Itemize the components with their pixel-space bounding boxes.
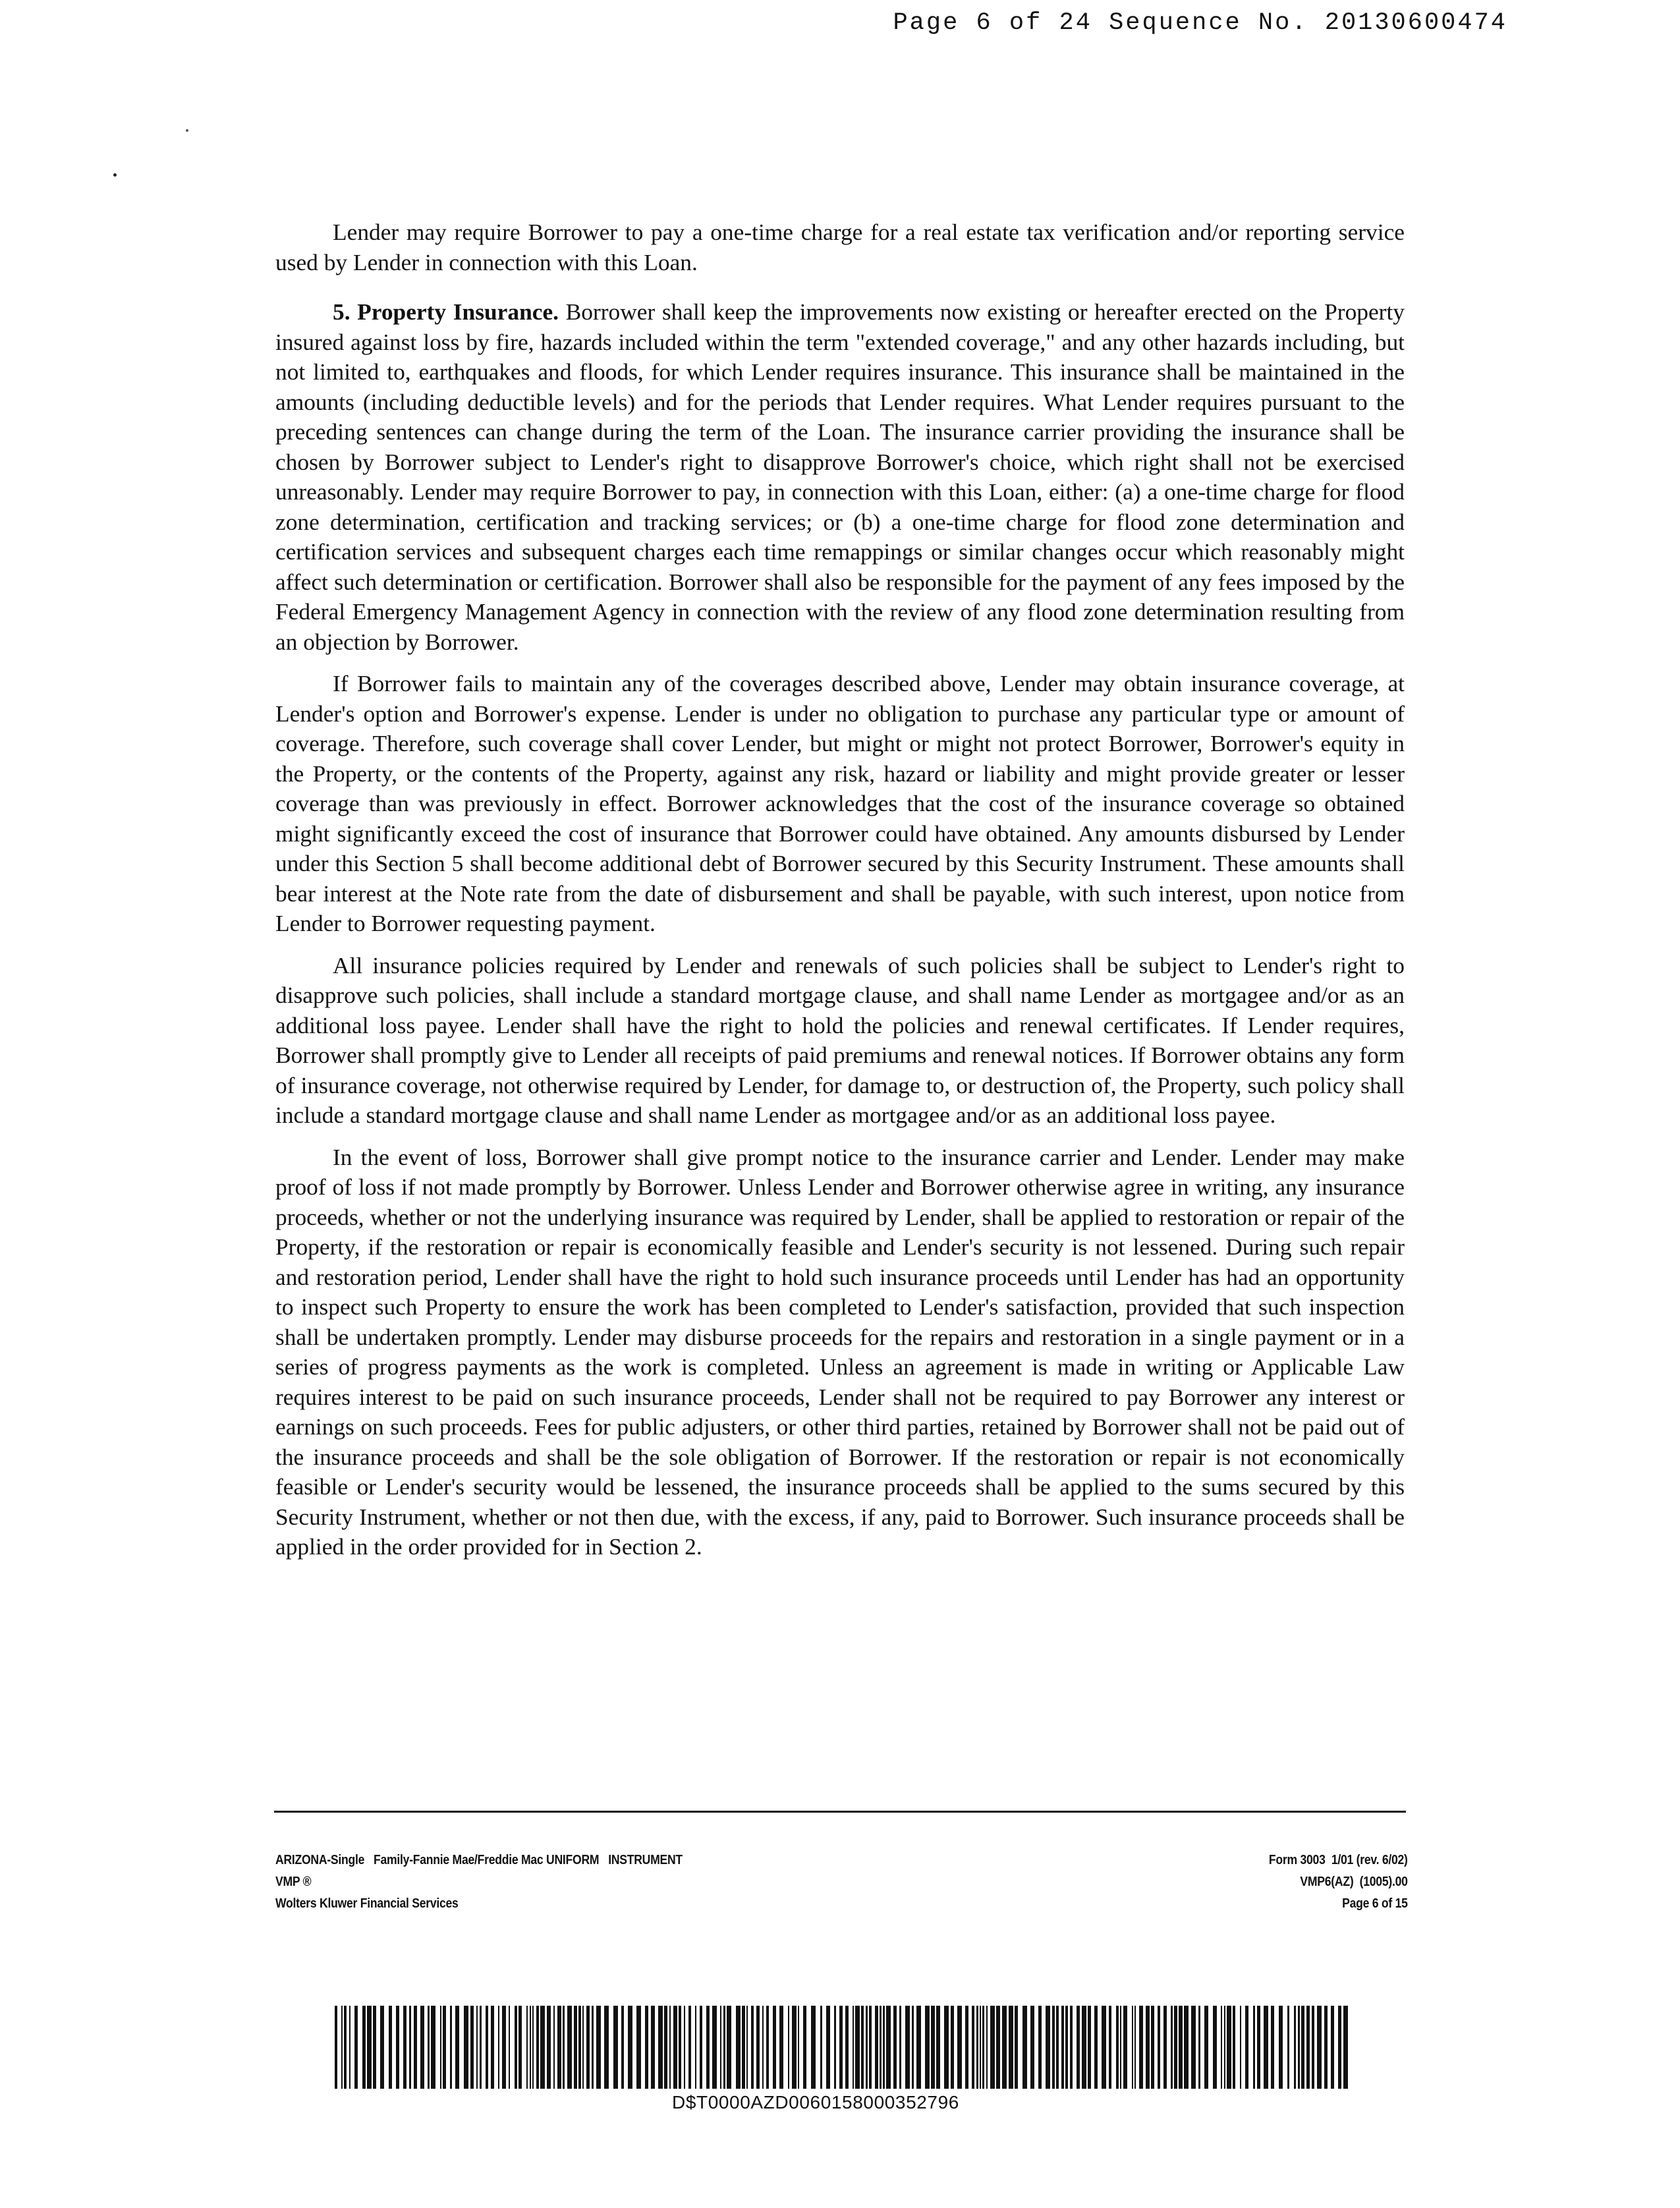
barcode-bar bbox=[1158, 2006, 1160, 2089]
barcode-bar bbox=[509, 2006, 510, 2089]
barcode-bar bbox=[1009, 2006, 1013, 2089]
barcode-bar bbox=[578, 2006, 581, 2089]
barcode-bar bbox=[965, 2006, 968, 2089]
barcode-bar bbox=[515, 2006, 517, 2089]
barcode-bar bbox=[1163, 2006, 1167, 2089]
barcode-bar bbox=[980, 2006, 981, 2089]
barcode-bar bbox=[1253, 2006, 1255, 2089]
barcode-bar bbox=[1077, 2006, 1080, 2089]
barcode-bar bbox=[1123, 2006, 1127, 2089]
barcode-bar bbox=[664, 2006, 667, 2089]
barcode-bar bbox=[428, 2006, 430, 2089]
barcode-bar bbox=[972, 2006, 974, 2089]
barcode-bar bbox=[335, 2006, 337, 2089]
scan-speck bbox=[113, 173, 117, 177]
barcode-bar bbox=[679, 2006, 681, 2089]
barcode-bar bbox=[380, 2006, 384, 2089]
barcode-bar bbox=[1287, 2006, 1289, 2089]
barcode-bar bbox=[592, 2006, 594, 2089]
barcode-bar bbox=[341, 2006, 343, 2089]
barcode-bar bbox=[613, 2006, 618, 2089]
barcode-bar bbox=[344, 2006, 347, 2089]
barcode-bar bbox=[886, 2006, 891, 2089]
barcode-bar bbox=[628, 2006, 632, 2089]
barcode-bar bbox=[936, 2006, 940, 2089]
footer-form-number bbox=[1176, 1850, 1408, 1915]
barcode-bar bbox=[567, 2006, 572, 2089]
barcode-bar bbox=[536, 2006, 539, 2089]
barcode-bar bbox=[1264, 2006, 1268, 2089]
barcode-bar bbox=[367, 2006, 372, 2089]
barcode-bar bbox=[883, 2006, 885, 2089]
barcode-bar bbox=[773, 2006, 776, 2089]
barcode-bar bbox=[1184, 2006, 1189, 2089]
barcode-bar bbox=[996, 2006, 1000, 2089]
barcode-bar bbox=[803, 2006, 806, 2089]
barcode-bar bbox=[855, 2006, 860, 2089]
barcode-bar bbox=[826, 2006, 830, 2089]
barcode-bar bbox=[530, 2006, 531, 2089]
barcode-bar bbox=[349, 2006, 350, 2089]
barcode-bar bbox=[1213, 2006, 1217, 2089]
barcode-bar bbox=[1312, 2006, 1314, 2089]
barcode-bar bbox=[853, 2006, 854, 2089]
barcode-bar bbox=[736, 2006, 741, 2089]
paragraph-text: Borrower shall keep the improvements now existing or hereafter erected on the Property insured against loss by fire, hazards included within the term "extended coverage," and any other hazards including, but not limited to, earthquakes and floods, for which Lender requires insurance. This insurance shall be maintained in the amounts (including deductible levels) and for the periods that Lender requires. What Lender requires pursuant to the preceding sentences can change during the term of the Loan. The insurance carrier providing the insurance shall be chosen by Borrower subject to Lender's right to disapprove Borrower's choice, which right shall not be exercised unreasonably. Lender may require Borrower to pay, in connection with this Loan, either: (a) a one-time charge for flood zone determination, certification and tracking services; or (b) a one-time charge for flood zone determination and certification services and subsequent charges each time remappings or similar changes occur which reasonably might affect such determination or certification. Borrower shall also be responsible for the payment of any fees imposed by the Federal Emergency Management Agency in connection with the review of any flood zone determination resulting from an objection by Borrower. bbox=[275, 298, 1405, 655]
paragraph-failure-to-maintain bbox=[275, 669, 1405, 939]
barcode-bar bbox=[684, 2006, 685, 2089]
barcode-bar bbox=[1227, 2006, 1231, 2089]
barcode-bar bbox=[532, 2006, 534, 2089]
barcode-bar bbox=[645, 2006, 648, 2089]
barcode-bar bbox=[779, 2006, 783, 2089]
barcode-bar bbox=[1139, 2006, 1143, 2089]
barcode-bar bbox=[880, 2006, 882, 2089]
section-heading: 5. Property Insurance. bbox=[333, 298, 559, 325]
barcode-bar bbox=[1116, 2006, 1119, 2089]
barcode-bar bbox=[498, 2006, 499, 2089]
barcode-bar bbox=[742, 2006, 745, 2089]
form-code: VMP6(AZ) (1005).00 bbox=[1300, 1875, 1408, 1889]
paragraph-text: Lender may require Borrower to pay a one-time charge for a real estate tax verification and/or reporting service used by Lender in connection with this Loan. bbox=[275, 219, 1405, 275]
barcode-bar bbox=[766, 2006, 769, 2089]
barcode-bar bbox=[440, 2006, 441, 2089]
barcode-bar bbox=[1338, 2006, 1341, 2089]
barcode-bar bbox=[861, 2006, 864, 2089]
barcode-bar bbox=[1204, 2006, 1208, 2089]
paragraph-text: If Borrower fails to maintain any of the coverages described above, Lender may obtain insurance coverage, at Lender's option and Borrower's expense. Lender is under no obligation to purchase any particular type or amount of coverage. Therefore, such coverage shall cover Lender, but might or might not protect Borrower, Borrower's equity in the Property, or the contents of the Property, against any risk, hazard or liability and might provide greater or lesser coverage than was previously in effect. Borrower acknowledges that the cost of the insurance coverage so obtained might significantly exceed the cost of insurance that Borrower could have obtained. Any amounts disbursed by Lender under this Section 5 shall become additional debt of Borrower secured by this Security Instrument. These amounts shall bear interest at the Note rate from the date of disbursement and shall be payable, with such interest, upon notice from Lender to Borrower requesting payment. bbox=[275, 670, 1405, 936]
barcode-bar bbox=[1317, 2006, 1322, 2089]
barcode-bar bbox=[389, 2006, 392, 2089]
barcode-bar bbox=[658, 2006, 663, 2089]
barcode-bar bbox=[875, 2006, 878, 2089]
barcode-bar bbox=[931, 2006, 935, 2089]
barcode-bar bbox=[1306, 2006, 1310, 2089]
barcode-bar bbox=[893, 2006, 897, 2089]
barcode-bar bbox=[1221, 2006, 1222, 2089]
barcode-bar bbox=[1151, 2006, 1154, 2089]
barcode-bar bbox=[788, 2006, 789, 2089]
barcode-bar bbox=[1271, 2006, 1274, 2089]
barcode-bar bbox=[798, 2006, 799, 2089]
barcode-bar bbox=[1038, 2006, 1042, 2089]
barcode-bar bbox=[373, 2006, 376, 2089]
barcode-bar bbox=[443, 2006, 446, 2089]
paragraph-tax-verification bbox=[275, 217, 1405, 277]
barcode-bar bbox=[866, 2006, 868, 2089]
barcode-bar bbox=[944, 2006, 949, 2089]
barcode-bar bbox=[916, 2006, 921, 2089]
barcode-text: D$T0000AZD0060158000352796 bbox=[672, 2092, 959, 2112]
barcode-bar bbox=[1245, 2006, 1248, 2089]
barcode-bar bbox=[1171, 2006, 1173, 2089]
barcode-bar bbox=[1109, 2006, 1111, 2089]
barcode-bar bbox=[491, 2006, 494, 2089]
barcode-bar bbox=[1022, 2006, 1027, 2089]
paragraph-event-of-loss bbox=[275, 1143, 1405, 1562]
barcode-bar bbox=[727, 2006, 731, 2089]
barcode-bar bbox=[574, 2006, 577, 2089]
paragraph-text: In the event of loss, Borrower shall give prompt notice to the insurance carrier and Lender. Lender may make proof of loss if not made promptly by Borrower. Unless Lender and Borrower otherwise agree in writing, any insurance proceeds, whether or not the underlying insurance was required by Lender, shall be applied to restoration or repair of the Property, if the restoration or repair is economically feasible and Lender's security is not lessened. During such repair and restoration period, Lender shall have the right to hold such insurance proceeds until Lender has had an opportunity to inspect such Property to ensure the work has been completed to Lender's satisfaction, provided that such inspection shall be undertaken promptly. Lender may disburse proceeds for the repairs and restoration in a single payment or in a series of progress payments as the work is completed. Unless an agreement is made in writing or Applicable Law requires interest to be paid on such insurance proceeds, Lender shall not be required to pay Borrower any interest or earnings on such proceeds. Fees for public adjusters, or other third parties, retained by Borrower shall not be paid out of the insurance proceeds and shall be the sole obligation of Borrower. If the restoration or repair is not economically feasible or Lender's security would be lessened, the insurance proceeds shall be applied to the sums secured by this Security Instrument, whether or not then due, with the excess, if any, paid to Borrower. Such insurance proceeds shall be applied in the order provided for in Section 2. bbox=[275, 1143, 1405, 1560]
barcode-bar bbox=[553, 2006, 555, 2089]
barcode-bar bbox=[751, 2006, 754, 2089]
barcode-bar bbox=[1179, 2006, 1183, 2089]
paragraph-insurance-policies bbox=[275, 951, 1405, 1131]
barcode-bar bbox=[480, 2006, 482, 2089]
barcode-bar bbox=[1132, 2006, 1133, 2089]
barcode-bar bbox=[354, 2006, 358, 2089]
barcode-bar bbox=[845, 2006, 849, 2089]
barcode-bar bbox=[982, 2006, 984, 2089]
form-title: ARIZONA-Single Family-Fannie Mae/Freddie Mac UNIFORM INSTRUMENT bbox=[275, 1853, 683, 1867]
barcode-bar bbox=[925, 2006, 930, 2089]
scan-speck bbox=[186, 129, 188, 132]
barcode-bar bbox=[912, 2006, 914, 2089]
barcode-bar bbox=[1102, 2006, 1106, 2089]
barcode-bar bbox=[762, 2006, 764, 2089]
paragraph-text: All insurance policies required by Lender and renewals of such policies shall be subject to Lender's right to disapprove such policies, shall include a standard mortgage clause, and shall name Lender as mortgagee and/or as an additional loss payee. Lender shall have the right to hold the policies and renewal certificates. If Lender requires, Borrower shall promptly give to Lender all receipts of paid premiums and renewal notices. If Borrower obtains any form of insurance coverage, not otherwise required by Lender, for damage to, or destruction of, the Property, such policy shall include a standard mortgage clause and shall name Lender as mortgagee and/or as an additional loss payee. bbox=[275, 951, 1405, 1128]
barcode-bar bbox=[621, 2006, 624, 2089]
barcode-bar bbox=[1088, 2006, 1091, 2089]
barcode-bar bbox=[540, 2006, 545, 2089]
barcode-bar bbox=[712, 2006, 717, 2089]
barcode-bar bbox=[700, 2006, 702, 2089]
barcode-bar bbox=[1015, 2006, 1018, 2089]
barcode-bar bbox=[596, 2006, 601, 2089]
barcode-bar bbox=[1052, 2006, 1055, 2089]
barcode-bar bbox=[1198, 2006, 1200, 2089]
barcode-bar bbox=[431, 2006, 435, 2089]
barcode-bar bbox=[1174, 2006, 1177, 2089]
barcode-bar bbox=[820, 2006, 822, 2089]
barcode-bar bbox=[586, 2006, 590, 2089]
publisher: Wolters Kluwer Financial Services bbox=[275, 1896, 459, 1911]
barcode-bar bbox=[811, 2006, 816, 2089]
barcode-bar bbox=[1294, 2006, 1296, 2089]
form-number: Form 3003 1/01 (rev. 6/02) bbox=[1268, 1853, 1408, 1867]
barcode-bar bbox=[420, 2006, 424, 2089]
barcode-bar bbox=[1065, 2006, 1068, 2089]
barcode-bar bbox=[563, 2006, 565, 2089]
barcode-bar bbox=[464, 2006, 468, 2089]
barcode-bar bbox=[951, 2006, 954, 2089]
barcode-bar bbox=[669, 2006, 671, 2089]
barcode-bar bbox=[957, 2006, 962, 2089]
barcode-bar bbox=[1343, 2006, 1348, 2089]
barcode-bar bbox=[695, 2006, 696, 2089]
barcode-bar bbox=[1324, 2006, 1328, 2089]
barcode-bar bbox=[486, 2006, 488, 2089]
barcode-bar bbox=[1046, 2006, 1050, 2089]
barcode-bar bbox=[723, 2006, 725, 2089]
barcode-bar bbox=[557, 2006, 561, 2089]
barcode-bar bbox=[636, 2006, 641, 2089]
barcode-bar bbox=[414, 2006, 417, 2089]
barcode-bar bbox=[746, 2006, 748, 2089]
barcode-bar bbox=[1240, 2006, 1241, 2089]
footer-form-info bbox=[275, 1850, 913, 1915]
barcode-bar bbox=[409, 2006, 411, 2089]
form-page-number: Page 6 of 15 bbox=[1342, 1896, 1408, 1911]
barcode-bar bbox=[582, 2006, 584, 2089]
barcode-bar bbox=[1191, 2006, 1196, 2089]
barcode-bar bbox=[455, 2006, 459, 2089]
barcode-bar bbox=[403, 2006, 406, 2089]
barcode bbox=[335, 2006, 1350, 2089]
barcode-bar bbox=[1134, 2006, 1136, 2089]
barcode-bar bbox=[450, 2006, 452, 2089]
barcode-bar bbox=[1298, 2006, 1300, 2089]
paragraph-property-insurance bbox=[275, 297, 1405, 657]
barcode-bar bbox=[1146, 2006, 1150, 2089]
page-sequence-header: Page 6 of 24 Sequence No. 20130600474 bbox=[893, 9, 1507, 37]
barcode-bar bbox=[1279, 2006, 1283, 2089]
barcode-bar bbox=[986, 2006, 988, 2089]
barcode-bar bbox=[1331, 2006, 1334, 2089]
barcode-bar bbox=[470, 2006, 474, 2089]
footer-divider bbox=[274, 1811, 1406, 1813]
barcode-bar bbox=[869, 2006, 872, 2089]
barcode-bar bbox=[688, 2006, 691, 2089]
barcode-bar bbox=[1030, 2006, 1034, 2089]
barcode-bar bbox=[1061, 2006, 1064, 2089]
barcode-bar bbox=[1233, 2006, 1235, 2089]
barcode-bar bbox=[1224, 2006, 1225, 2089]
document-body bbox=[275, 217, 1405, 1562]
barcode-bar bbox=[706, 2006, 710, 2089]
barcode-bar bbox=[899, 2006, 901, 2089]
barcode-bar bbox=[1056, 2006, 1059, 2089]
barcode-bar bbox=[502, 2006, 506, 2089]
barcode-bar bbox=[518, 2006, 522, 2089]
barcode-bar bbox=[1082, 2006, 1086, 2089]
barcode-bar bbox=[720, 2006, 721, 2089]
barcode-bar bbox=[526, 2006, 528, 2089]
barcode-bar bbox=[1257, 2006, 1260, 2089]
barcode-bar bbox=[673, 2006, 677, 2089]
barcode-bar bbox=[1070, 2006, 1073, 2089]
barcode-bar bbox=[396, 2006, 399, 2089]
barcode-bar bbox=[1120, 2006, 1121, 2089]
barcode-bar bbox=[362, 2006, 366, 2089]
barcode-bar bbox=[1301, 2006, 1304, 2089]
barcode-bar bbox=[1002, 2006, 1007, 2089]
barcode-bar bbox=[651, 2006, 655, 2089]
barcode-bar bbox=[604, 2006, 609, 2089]
barcode-bar bbox=[547, 2006, 551, 2089]
barcode-bar bbox=[976, 2006, 978, 2089]
barcode-bar bbox=[834, 2006, 836, 2089]
barcode-bar bbox=[1094, 2006, 1098, 2089]
barcode-bar bbox=[792, 2006, 797, 2089]
barcode-bar bbox=[905, 2006, 910, 2089]
barcode-bar bbox=[990, 2006, 995, 2089]
barcode-bar bbox=[476, 2006, 478, 2089]
barcode-bar bbox=[839, 2006, 843, 2089]
barcode-bar bbox=[756, 2006, 760, 2089]
vendor-mark: VMP ® bbox=[275, 1875, 312, 1889]
